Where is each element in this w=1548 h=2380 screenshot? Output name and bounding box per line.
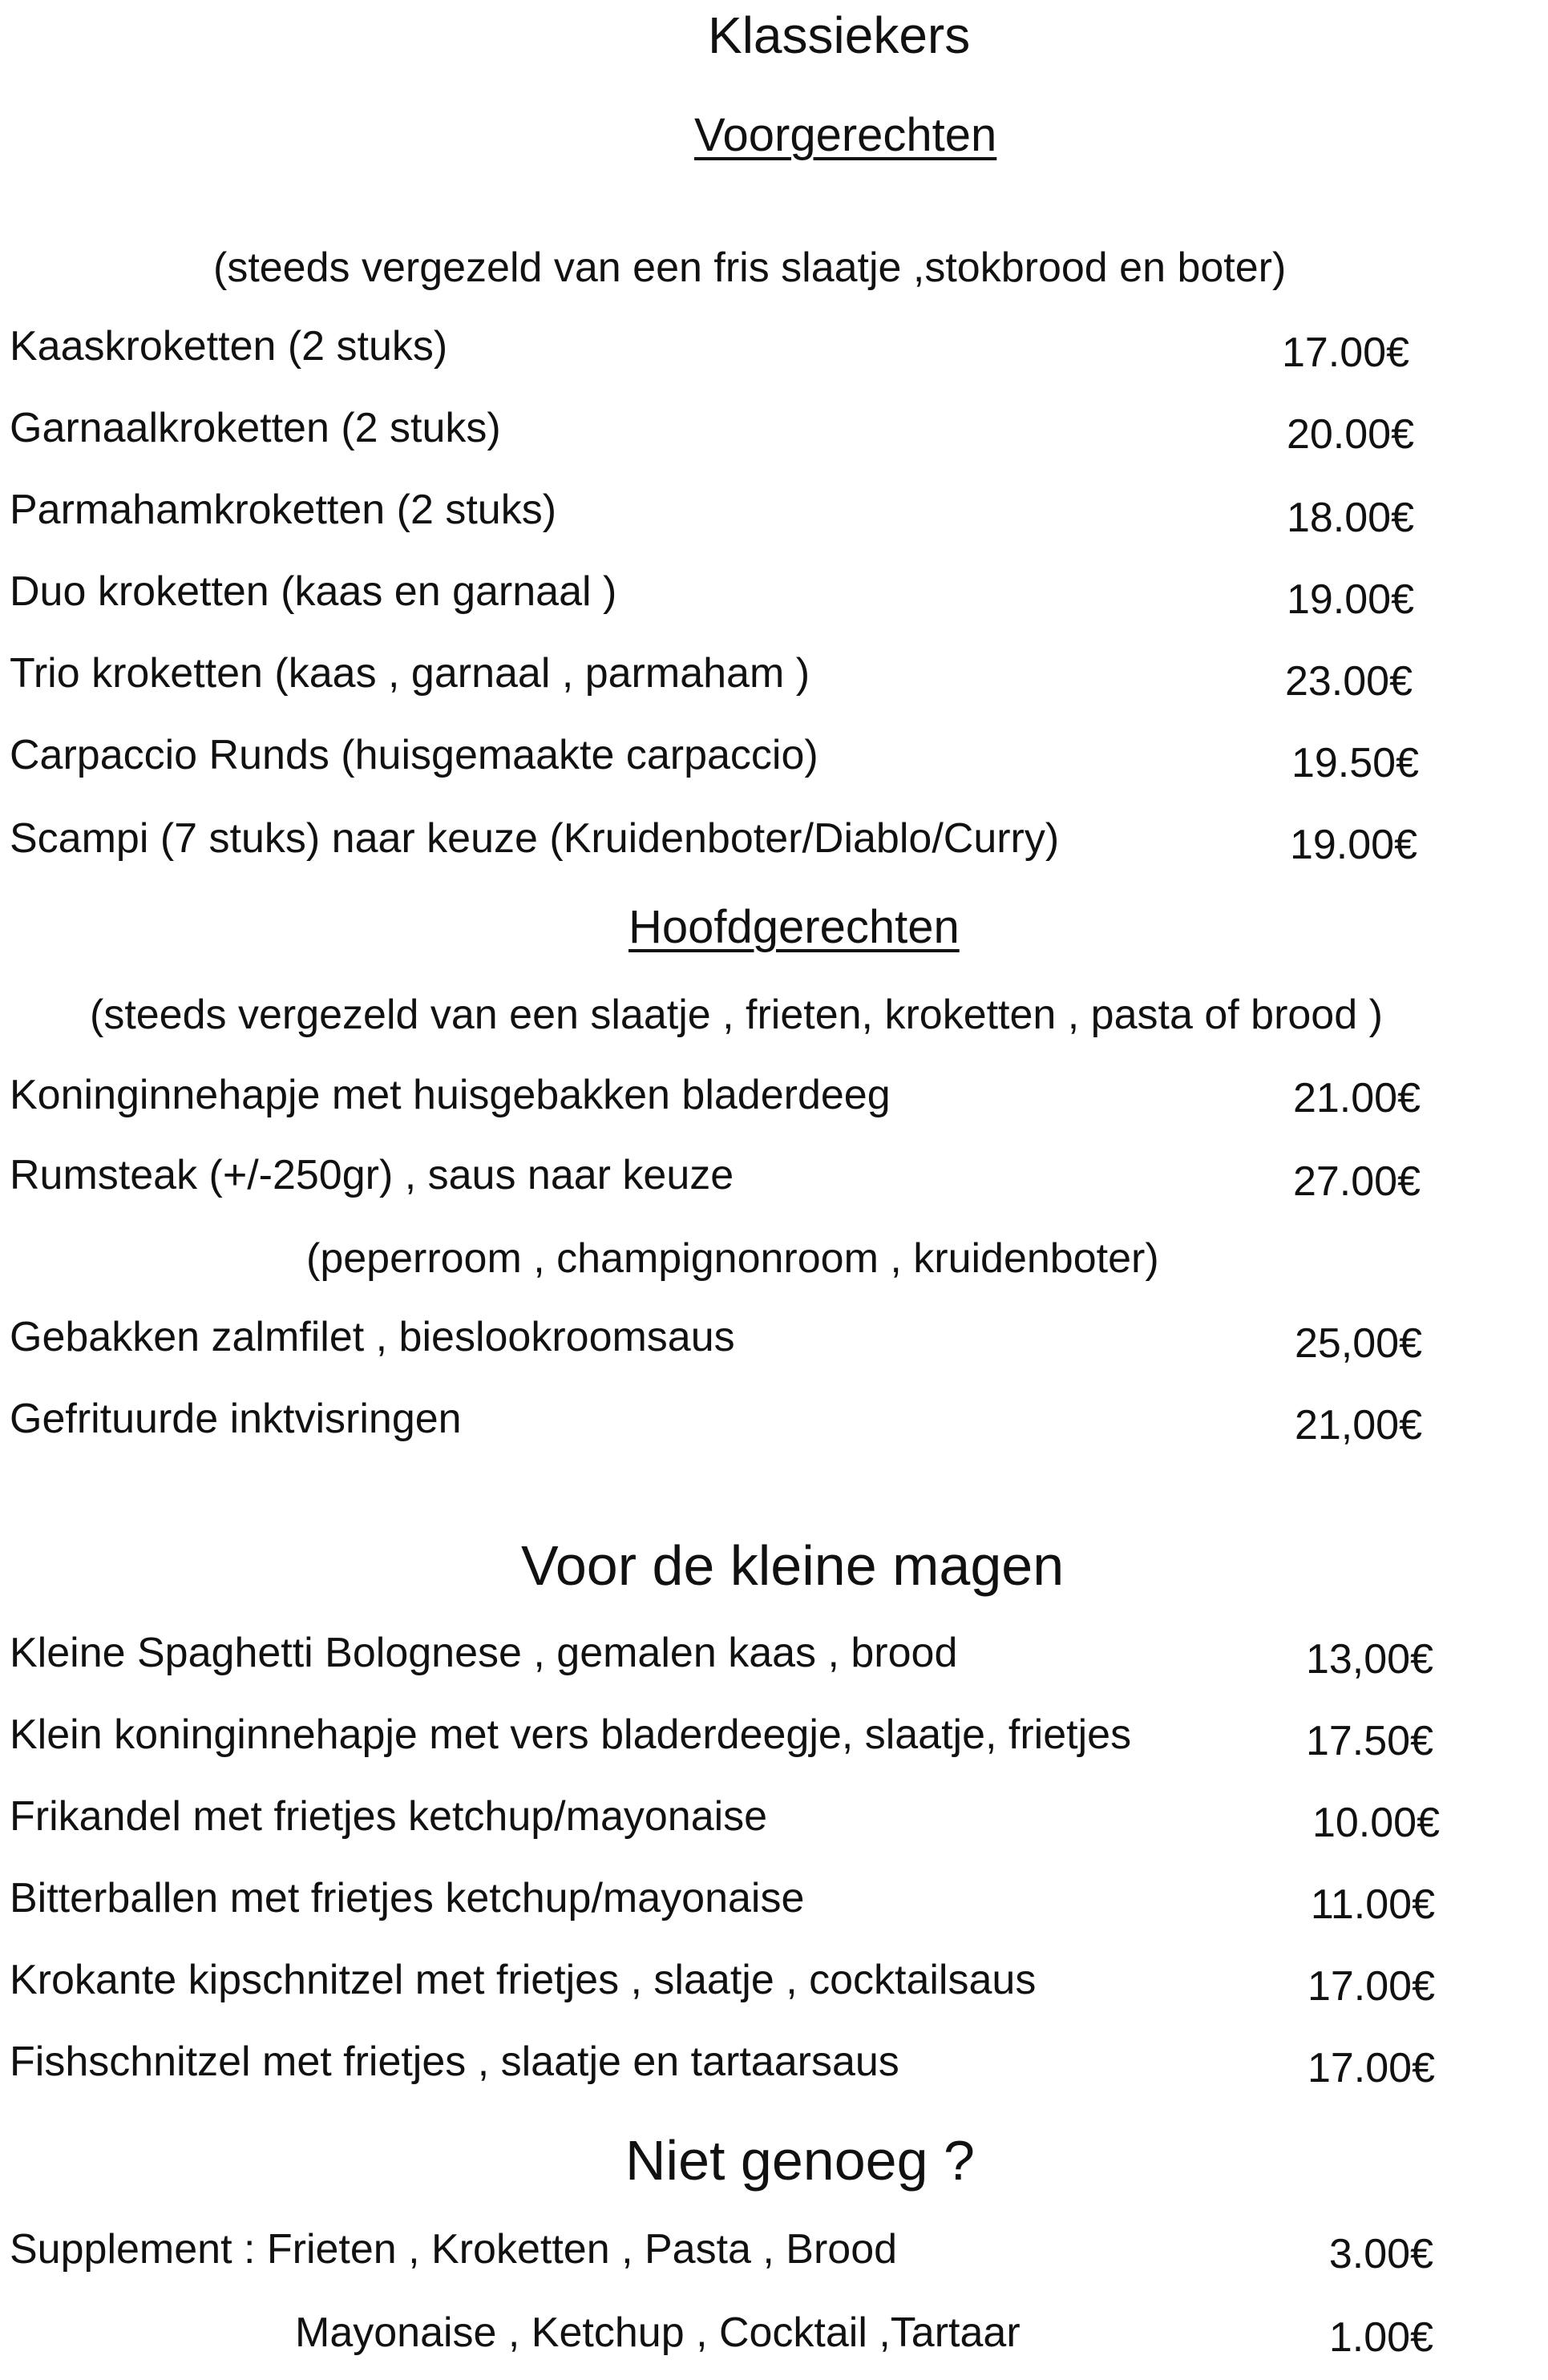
menu-item-name: Fishschnitzel met frietjes , slaatje en tartaarsaus (10, 2039, 899, 2085)
menu-item-name: Koninginnehapje met huisgebakken bladerdeeg (10, 1072, 891, 1118)
section-heading-voorgerechten: Voorgerechten (694, 109, 997, 161)
menu-item-price: 27.00€ (1292, 1158, 1421, 1205)
menu-item-name: Scampi (7 stuks) naar keuze (Kruidenboter/Diablo/Curry) (10, 815, 1060, 862)
section-note-voorgerechten: (steeds vergezeld van een fris slaatje ,stokbrood en boter) (213, 244, 1287, 291)
menu-item-price: 18.00€ (1286, 495, 1414, 541)
menu-item-price: 20.00€ (1286, 411, 1414, 458)
menu-item-price: 13,00€ (1305, 1636, 1433, 1683)
menu-item-name: Frikandel met frietjes ketchup/mayonaise (10, 1793, 768, 1840)
menu-item-price: 19.00€ (1289, 822, 1417, 868)
menu-item-price: 17.50€ (1305, 1718, 1433, 1764)
section-heading-hoofdgerechten: Hoofdgerechten (628, 901, 960, 953)
section-heading-kleine-magen: Voor de kleine magen (521, 1534, 1065, 1597)
menu-item-name: Trio kroketten (kaas , garnaal , parmaham ) (10, 650, 810, 697)
menu-item-name: Gebakken zalmfilet , bieslookroomsaus (10, 1314, 735, 1360)
menu-item-price: 10.00€ (1312, 1800, 1440, 1846)
menu-item-price: 3.00€ (1328, 2231, 1433, 2277)
menu-item-name: Klein koninginnehapje met vers bladerdeegje, slaatje, frietjes (10, 1711, 1132, 1758)
section-heading-niet-genoeg: Niet genoeg ? (625, 2129, 975, 2192)
menu-item-name: Gefrituurde inktvisringen (10, 1396, 462, 1442)
menu-item-price: 19.00€ (1286, 576, 1414, 623)
menu-item-price: 21.00€ (1292, 1075, 1421, 1121)
menu-item-name: Krokante kipschnitzel met frietjes , slaatje , cocktailsaus (10, 1957, 1037, 2003)
menu-title: Klassiekers (708, 6, 971, 64)
menu-item-name: Supplement : Frieten , Kroketten , Pasta , Brood (10, 2226, 898, 2273)
menu-item-price: 17.00€ (1307, 1963, 1435, 2010)
section-note-hoofdgerechten: (steeds vergezeld van een slaatje , frieten, kroketten , pasta of brood ) (90, 992, 1383, 1038)
menu-item-name: Kleine Spaghetti Bolognese , gemalen kaas , brood (10, 1630, 958, 1676)
menu-item-name: Rumsteak (+/-250gr) , saus naar keuze (10, 1152, 734, 1198)
menu-item-price: 25,00€ (1294, 1320, 1422, 1367)
menu-item-name: Carpaccio Runds (huisgemaakte carpaccio) (10, 732, 818, 778)
menu-item-name: Duo kroketten (kaas en garnaal ) (10, 568, 617, 615)
menu-item-price: 17.00€ (1281, 329, 1409, 376)
menu-item-price: 21,00€ (1294, 1402, 1422, 1449)
menu-item-subnote: (peperroom , champignonroom , kruidenboter) (306, 1235, 1159, 1282)
menu-item-name: Parmahamkroketten (2 stuks) (10, 487, 557, 533)
menu-item-price: 23.00€ (1284, 658, 1413, 705)
menu-item-price: 11.00€ (1310, 1881, 1435, 1928)
menu-item-price: 1.00€ (1328, 2314, 1433, 2361)
menu-item-name: Mayonaise , Ketchup , Cocktail ,Tartaar (295, 2309, 1021, 2356)
menu-item-name: Garnaalkroketten (2 stuks) (10, 405, 501, 451)
menu-item-price: 19.50€ (1291, 740, 1419, 786)
menu-item-name: Kaaskroketten (2 stuks) (10, 323, 448, 370)
menu-item-name: Bitterballen met frietjes ketchup/mayonaise (10, 1875, 805, 1921)
menu-item-price: 17.00€ (1307, 2045, 1435, 2091)
